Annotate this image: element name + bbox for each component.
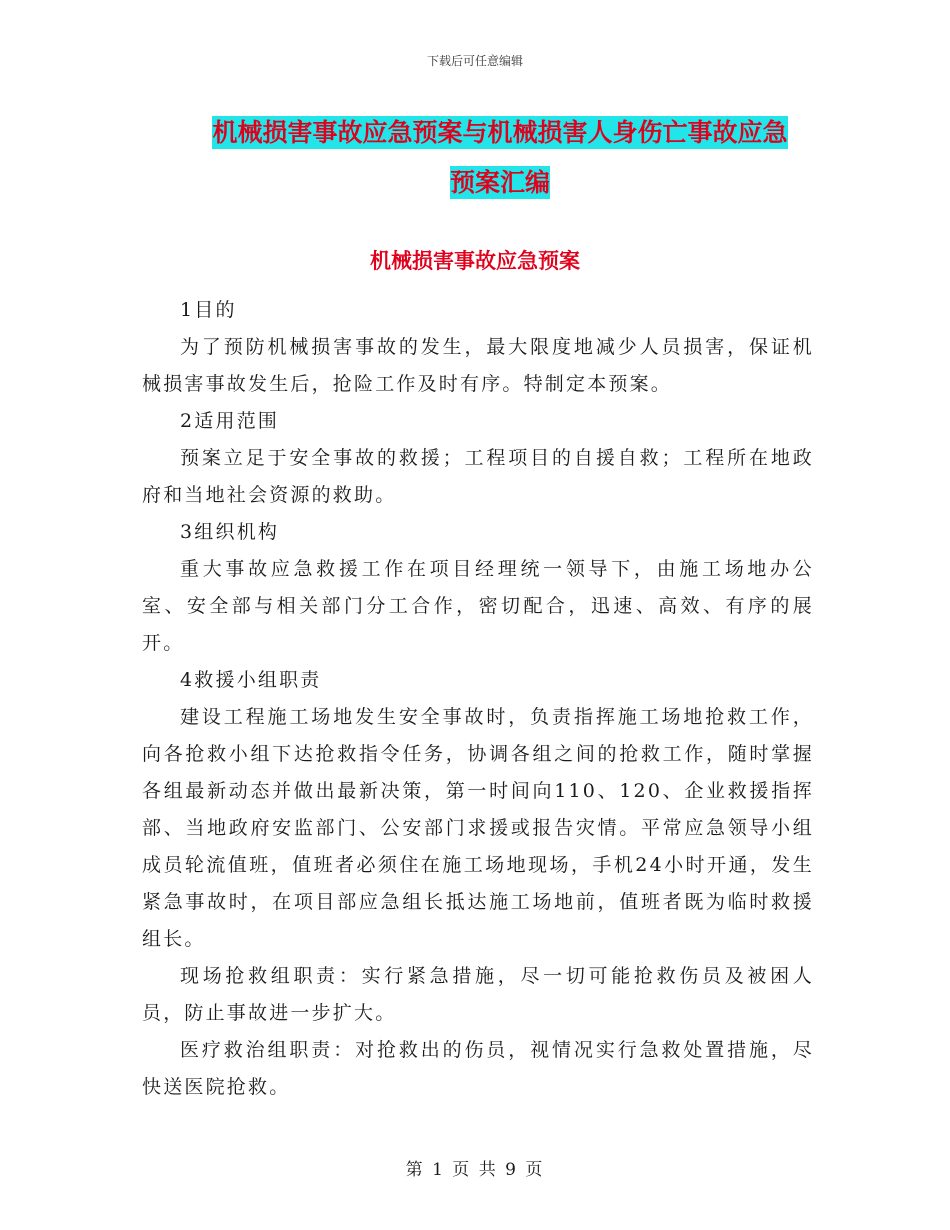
heading-scope: 2适用范围 <box>180 410 280 432</box>
document-body <box>142 292 814 1106</box>
header-note: 下载后可任意编辑 <box>426 54 523 68</box>
paragraph-duties: 建设工程施工场地发生安全事故时，负责指挥施工场地抢救工作，向各抢救小组下达抢救指令任务，协调各组之间的抢救工作，随时掌握各组最新动态并做出最新决策，第一时间向110、120、企业救援指挥部、当地政府安监部门、公安部门求援或报告灾情。平常应急领导小组成员轮流值班，值班者必须住在施工场地现场，手机24小时开通，发生紧急事故时，在项目部应急组长抵达施工场地前，值班者既为临时救援组长。 <box>142 706 814 950</box>
paragraph-purpose: 为了预防机械损害事故的发生，最大限度地减少人员损害，保证机械损害事故发生后，抢险工作及时有序。特制定本预案。 <box>142 336 814 395</box>
paragraph-organization: 重大事故应急救援工作在项目经理统一领导下，由施工场地办公室、安全部与相关部门分工合作，密切配合，迅速、高效、有序的展开。 <box>142 558 814 654</box>
heading-purpose: 1目的 <box>180 299 237 321</box>
page-footer: 第 1 页 共 9 页 <box>405 1160 545 1180</box>
paragraph-medical-team: 医疗救治组职责：对抢救出的伤员，视情况实行急救处置措施，尽快送医院抢救。 <box>142 1039 814 1098</box>
heading-organization: 3组织机构 <box>180 521 280 543</box>
section-title: 机械损害事故应急预案 <box>370 249 580 273</box>
title-line-1: 机械损害事故应急预案与机械损害人身伤亡事故应急 <box>212 118 788 147</box>
paragraph-scope: 预案立足于安全事故的救援；工程项目的自援自救；工程所在地政府和当地社会资源的救助。 <box>142 447 814 506</box>
paragraph-rescue-team: 现场抢救组职责：实行紧急措施，尽一切可能抢救伤员及被困人员，防止事故进一步扩大。 <box>142 965 814 1024</box>
heading-duties: 4救援小组职责 <box>180 669 322 691</box>
title-line-2: 预案汇编 <box>449 168 550 197</box>
document-title <box>150 108 850 208</box>
